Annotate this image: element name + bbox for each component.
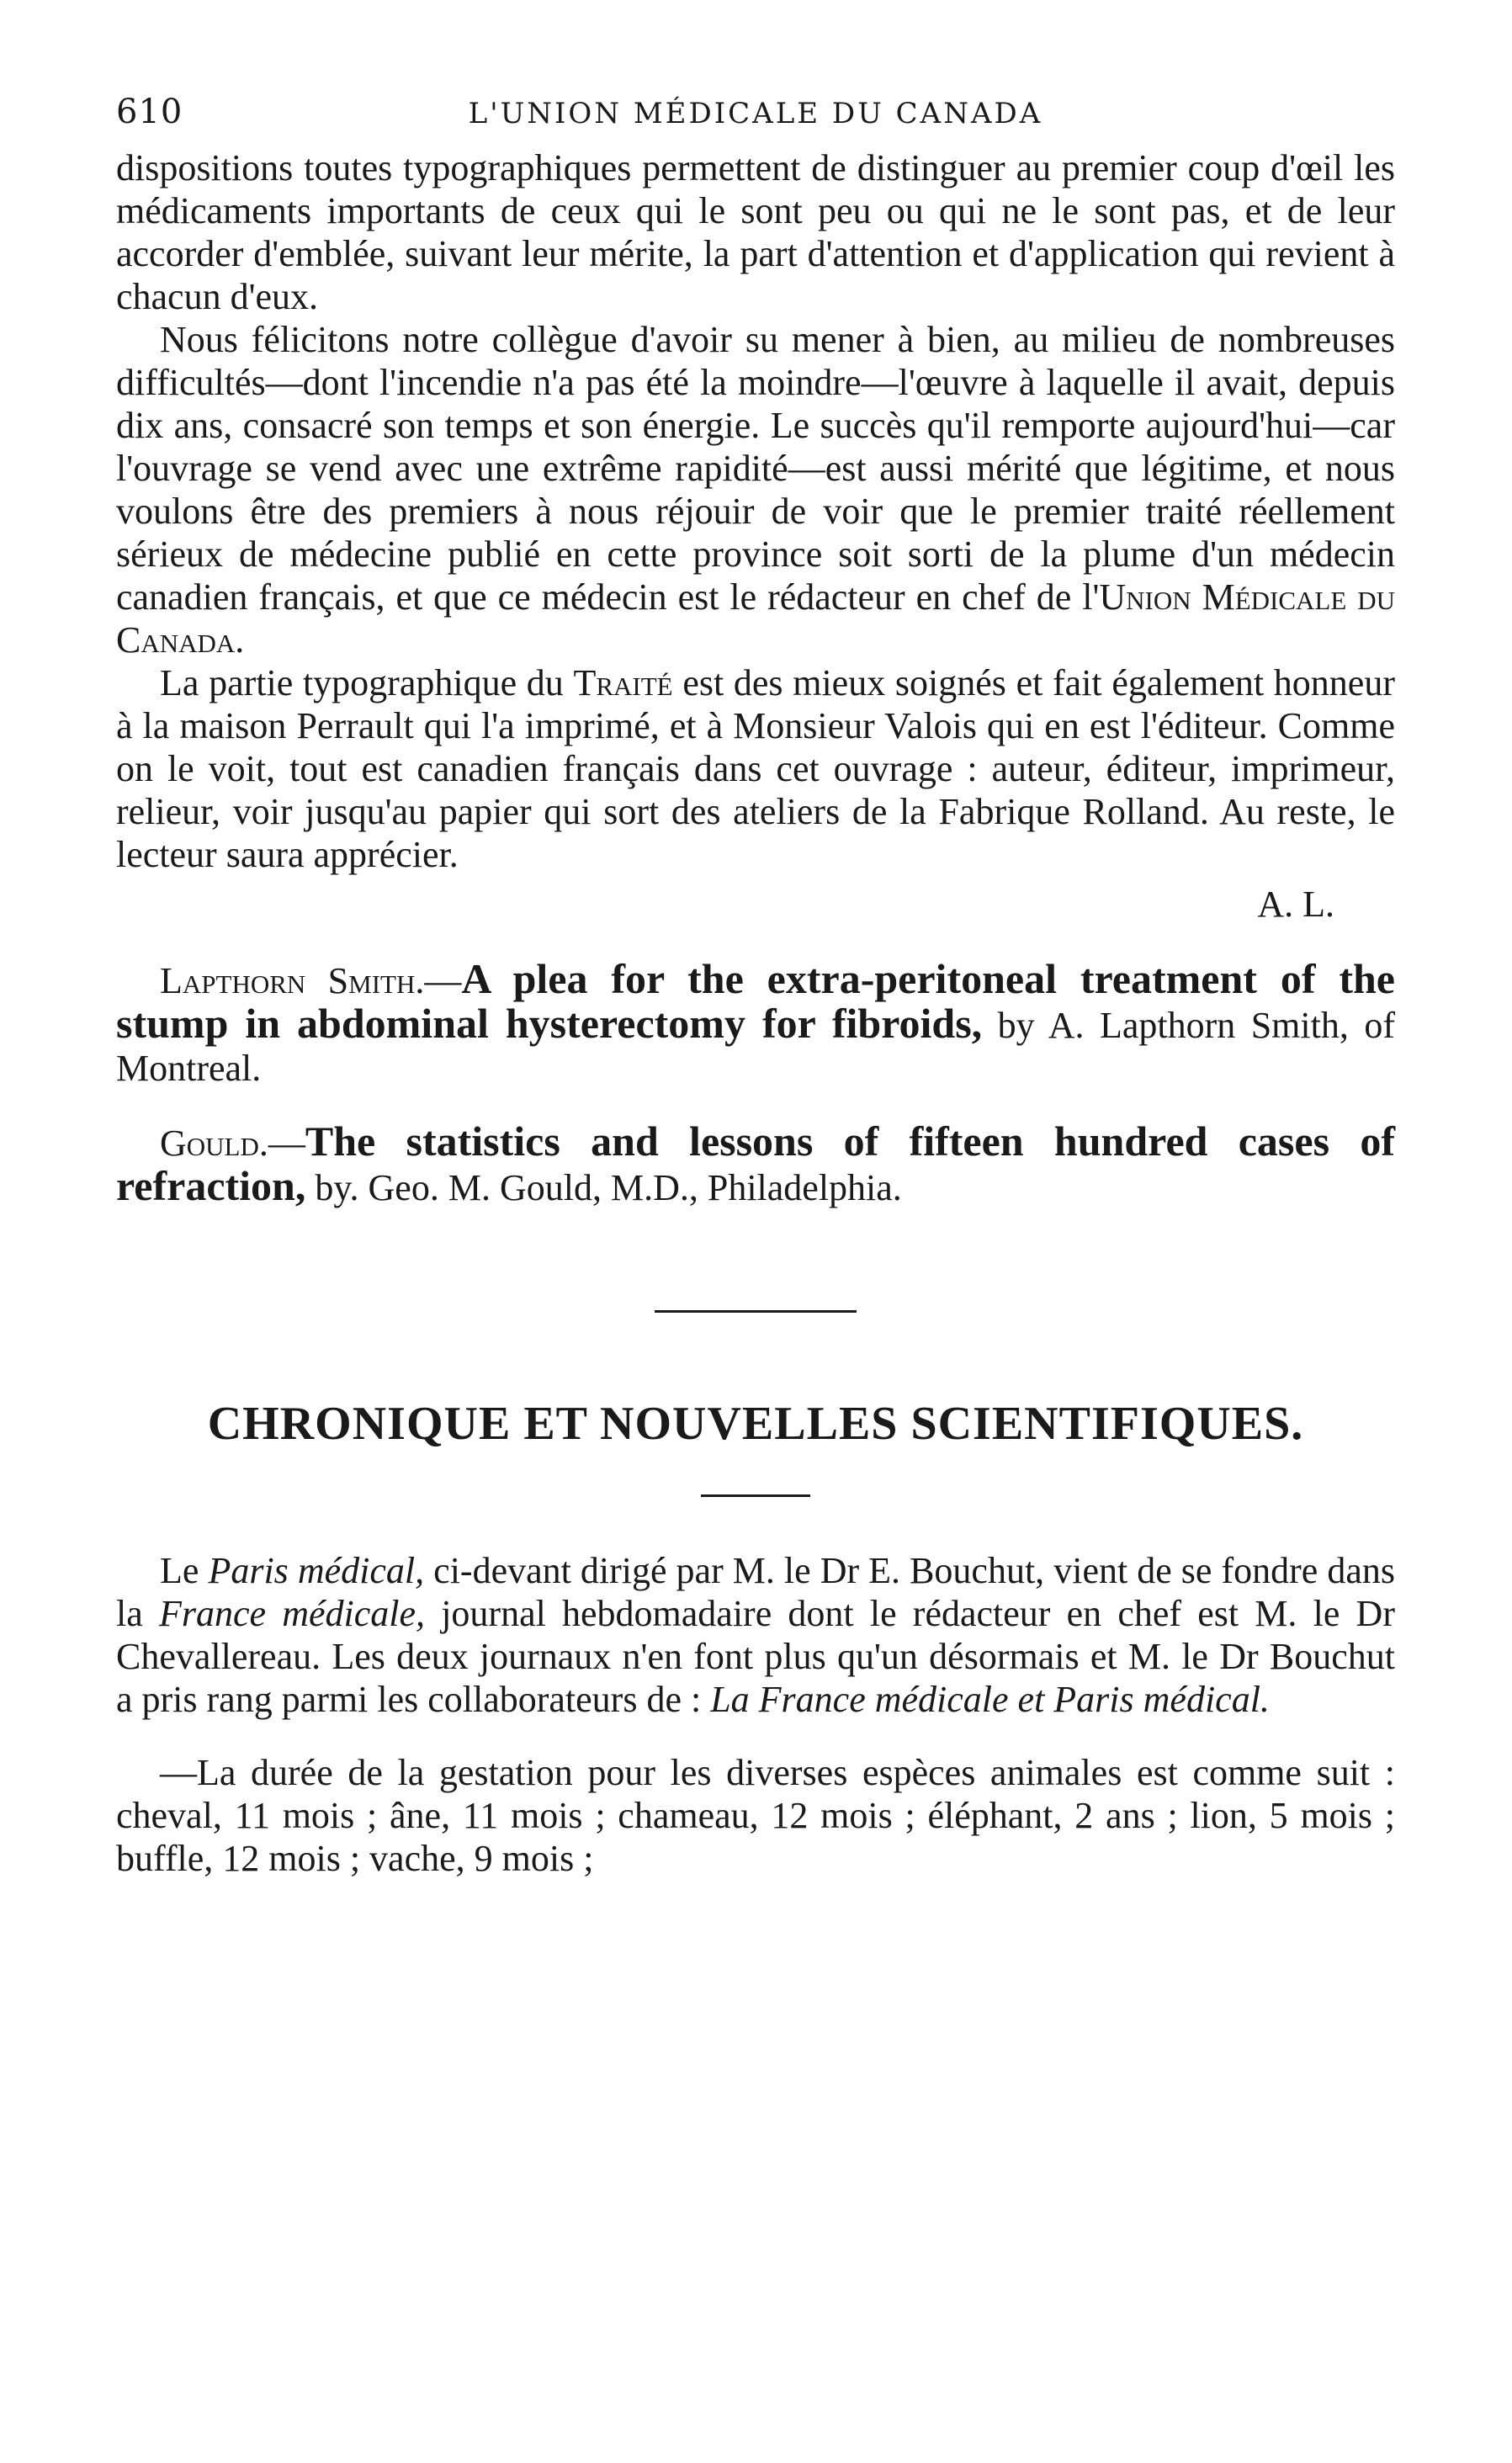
entry-1-author: Lapthorn Smith. bbox=[160, 960, 425, 1001]
news-paragraph-1-b: ci-devant dirigé par M. le Dr E. Bouchut, vient de se fondre dans la bbox=[116, 1550, 1396, 1634]
paris-medical-title: Paris médical, bbox=[208, 1550, 425, 1591]
news-section bbox=[116, 1549, 1395, 1880]
merged-journal-title: La France médicale et Paris médical. bbox=[710, 1679, 1270, 1720]
page-number: 610 bbox=[116, 93, 183, 131]
entry-2-rest: by. Geo. M. Gould, M.D., Philadelphia. bbox=[305, 1167, 902, 1208]
review-paragraph-2-end: . bbox=[235, 619, 245, 661]
news-paragraph-1 bbox=[116, 1549, 1395, 1721]
review-signature: A. L. bbox=[1257, 884, 1334, 925]
entry-1-rest: by A. Lapthorn Smith, of Montreal. bbox=[116, 1005, 1395, 1089]
page-header bbox=[116, 93, 1395, 143]
journal-name: Union Médicale du Canada bbox=[116, 576, 1395, 661]
section-title: CHRONIQUE ET NOUVELLES SCIENTIFIQUES. bbox=[207, 1398, 1304, 1450]
news-paragraph-1-a: Le bbox=[160, 1550, 209, 1591]
entry-1-title: A plea for the extra-peritoneal treatment of the stump in abdominal hysterectomy for fibroids, bbox=[116, 955, 1395, 1047]
review-paragraph-1: dispositions toutes typographiques permettent de distinguer au premier coup d'œil les médicaments importants de ceux qui le sont peu ou qui ne le sont pas, et de leur accorder d'emblée, suivant leur mérite, la part d'attention et d'application qui revient à chacun d'eux. bbox=[116, 147, 1395, 317]
bibliography bbox=[116, 955, 1395, 1209]
document-page bbox=[116, 93, 1395, 1880]
entry-2-title: The statistics and lessons of fifteen hundred cases of refraction, bbox=[116, 1117, 1395, 1209]
bibliography-entry-1 bbox=[116, 955, 1395, 1090]
entry-2-dash: — bbox=[268, 1123, 305, 1164]
entry-1-dash: — bbox=[424, 960, 462, 1001]
book-review bbox=[116, 146, 1395, 926]
review-paragraph-3 bbox=[116, 661, 1395, 876]
section-rule-bottom bbox=[701, 1494, 810, 1497]
review-paragraph-3-text-b: est des mieux soignés et fait également honneur à la maison Perrault qui l'a imprimé, et à Monsieur Valois qui en est l'éditeur. Comme on le voit, tout est canadien français dans cet ouvrage : auteur, éditeur, imprimeur, relieur, voir jusqu'au papier qui sort des ateliers de la Fabrique Rolland. Au reste, le lecteur saura apprécier. bbox=[116, 662, 1395, 875]
review-paragraph-3-text-a: La partie typographique du bbox=[160, 662, 574, 703]
running-title: L'UNION MÉDICALE DU CANADA bbox=[468, 97, 1043, 130]
section-rule-top bbox=[655, 1310, 857, 1313]
france-medicale-title: France médicale, bbox=[158, 1593, 426, 1634]
news-paragraph-1-c: journal hebdomadaire dont le rédacteur en chef est M. le Dr Chevallereau. Les deux journaux n'en font plus qu'un désormais et M. le Dr Bouchut a pris rang parmi les collaborateurs de : bbox=[116, 1593, 1395, 1720]
news-paragraph-2: —La durée de la gestation pour les diverses espèces animales est comme suit : cheval, 11 mois ; âne, 11 mois ; chameau, 12 mois ; éléphant, 2 ans ; lion, 5 mois ; buffle, 12 mois ; vache, 9 mois ; bbox=[116, 1752, 1395, 1879]
entry-2-author: Gould. bbox=[160, 1123, 268, 1164]
review-paragraph-2 bbox=[116, 318, 1395, 661]
review-paragraph-2-text: Nous félicitons notre collègue d'avoir su mener à bien, au milieu de nombreuses difficultés—dont l'incendie n'a pas été la moindre—l'œuvre à laquelle il avait, depuis dix ans, consacré son temps et son énergie. Le succès qu'il remporte aujourd'hui—car l'ouvrage se vend avec une extrême rapidité—est aussi mérité que légitime, et nous voulons être des premiers à nous réjouir de voir que le premier traité réellement sérieux de médecine publié en cette province soit sorti de la plume d'un médecin canadien français, et que ce médecin est le rédacteur en chef de l' bbox=[116, 319, 1395, 618]
bibliography-entry-2 bbox=[116, 1117, 1395, 1209]
treatise-name: Traité bbox=[573, 662, 673, 703]
